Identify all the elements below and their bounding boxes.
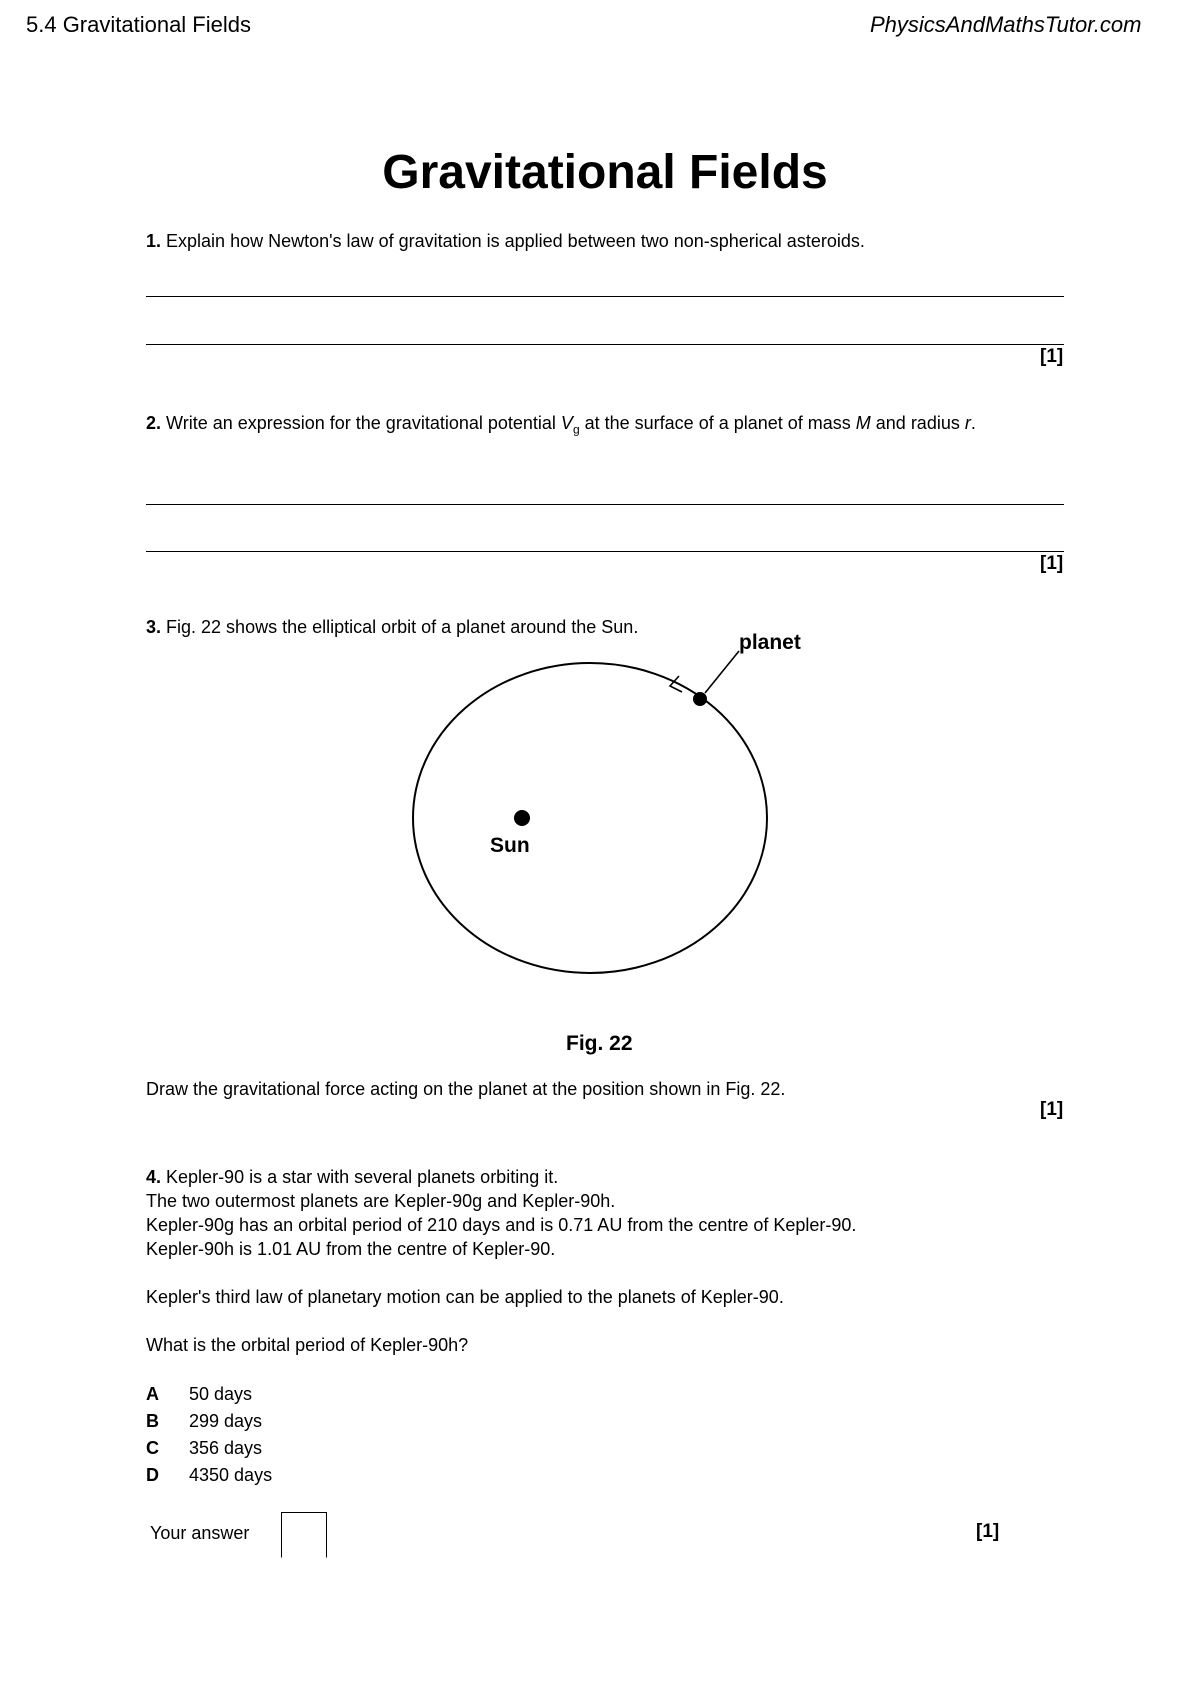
option-letter: D — [146, 1465, 159, 1485]
question-1-text: Explain how Newton's law of gravitation is applied between two non-spherical asteroids. — [166, 231, 865, 251]
sun-dot — [514, 810, 530, 826]
symbol-v: V — [560, 413, 573, 433]
header-site-name: PhysicsAndMathsTutor.com — [870, 12, 1142, 37]
sun-label: Sun — [490, 834, 530, 857]
question-4 — [146, 1165, 1046, 1489]
option-text: 356 days — [189, 1438, 263, 1458]
page-title: Gravitational Fields — [382, 146, 828, 199]
question-4-number: 4. — [146, 1167, 162, 1187]
question-3-text: Fig. 22 shows the elliptical orbit of a planet around the Sun. — [166, 617, 639, 637]
question-1-number: 1. — [146, 231, 162, 251]
option-text: 299 days — [189, 1411, 263, 1431]
question-1 — [146, 229, 865, 253]
question-4-line-3: Kepler-90g has an orbital period of 210 days and is 0.71 AU from the centre of Kepler-90. — [146, 1215, 857, 1235]
question-4-marks: [1] — [976, 1521, 1000, 1542]
question-4-line-2: The two outermost planets are Kepler-90g and Kepler-90h. — [146, 1191, 616, 1211]
answer-box[interactable] — [281, 1512, 327, 1558]
option-letter: A — [146, 1384, 159, 1404]
planet-label: planet — [739, 631, 801, 654]
orbit-diagram[interactable] — [400, 625, 820, 985]
question-4-line-4: Kepler-90h is 1.01 AU from the centre of Kepler-90. — [146, 1239, 556, 1259]
answer-line — [146, 551, 1064, 552]
option-a[interactable] — [146, 1381, 1046, 1408]
question-1-marks: [1] — [1040, 346, 1064, 367]
answer-line — [146, 504, 1064, 505]
option-letter: C — [146, 1438, 159, 1458]
option-letter: B — [146, 1411, 159, 1431]
answer-label: Your answer — [150, 1523, 250, 1543]
question-2-text-before: Write an expression for the gravitational potential — [166, 413, 561, 433]
question-4-question: What is the orbital period of Kepler-90h? — [146, 1335, 469, 1355]
option-text: 4350 days — [189, 1465, 273, 1485]
question-3-marks: [1] — [1040, 1099, 1064, 1120]
question-2-text-middle2: and radius — [870, 413, 965, 433]
option-text: 50 days — [189, 1384, 253, 1404]
question-2-marks: [1] — [1040, 553, 1064, 574]
planet-dot — [693, 692, 707, 706]
option-b[interactable] — [146, 1408, 1046, 1435]
symbol-m: M — [855, 413, 871, 433]
question-2 — [146, 411, 976, 442]
option-c[interactable] — [146, 1435, 1046, 1462]
question-2-number: 2. — [146, 413, 162, 433]
answer-line — [146, 344, 1064, 345]
symbol-v-subscript: g — [572, 422, 580, 437]
question-4-line-1: Kepler-90 is a star with several planets orbiting it. — [166, 1167, 559, 1187]
answer-line — [146, 296, 1064, 297]
option-d[interactable] — [146, 1462, 1046, 1489]
question-2-text-middle: at the surface of a planet of mass — [579, 413, 856, 433]
question-4-line-5: Kepler's third law of planetary motion can be applied to the planets of Kepler-90. — [146, 1287, 784, 1307]
header-section-title: 5.4 Gravitational Fields — [26, 12, 251, 37]
question-2-text-end: . — [970, 413, 976, 433]
figure-caption: Fig. 22 — [566, 1032, 633, 1055]
orbit-ellipse — [413, 663, 767, 973]
question-3-instruction: Draw the gravitational force acting on the planet at the position shown in Fig. 22. — [146, 1079, 786, 1099]
symbol-r: r — [964, 413, 971, 433]
planet-label-leader — [705, 651, 739, 693]
question-3-number: 3. — [146, 617, 162, 637]
